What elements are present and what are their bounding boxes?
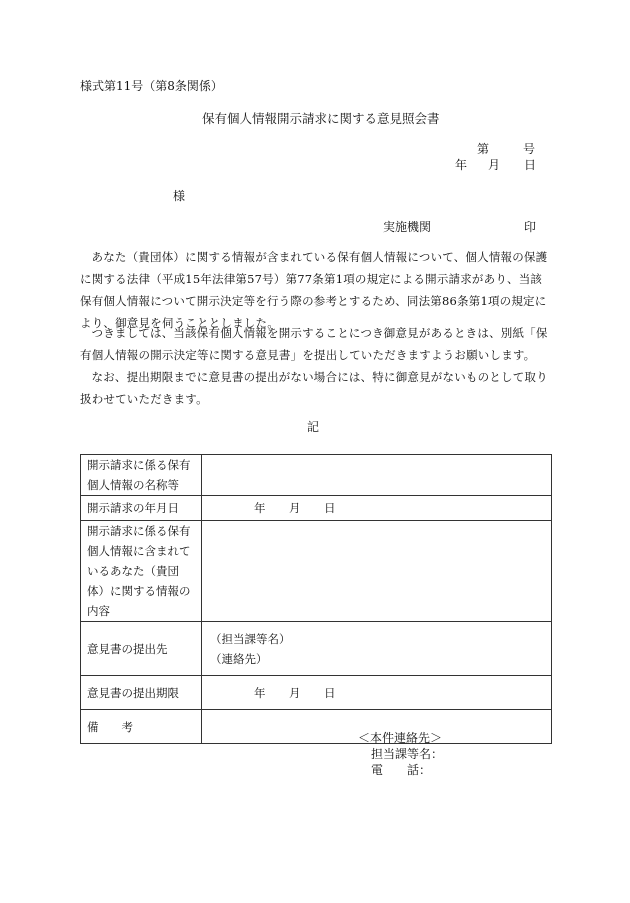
date-month: 月 — [488, 158, 501, 172]
page-title: 保有個人情報開示請求に関する意見照会書 — [202, 111, 440, 126]
issuer-label: 実施機関 — [383, 220, 432, 234]
request-date-day: 日 — [324, 501, 336, 515]
info-table — [80, 454, 552, 744]
table-row — [81, 496, 552, 521]
request-date-month: 月 — [289, 501, 301, 515]
doc-number-go: 号 — [523, 142, 536, 156]
row-label-info-content: 開示請求に係る保有個人情報に含まれているあなた（貴団体）に関する情報の内容 — [81, 521, 202, 622]
seal-mark: 印 — [524, 220, 537, 234]
row-label-remarks: 備 考 — [81, 710, 202, 744]
row-value-info-name — [202, 455, 552, 496]
form-number: 様式第11号（第8条関係） — [80, 79, 223, 93]
doc-number-dai: 第 — [477, 142, 490, 156]
row-label-deadline: 意見書の提出期限 — [81, 676, 202, 710]
body-paragraph-1: あなた（貴団体）に関する情報が含まれている保有個人情報について、個人情報の保護に関する法律（平成15年法律第57号）第77条第1項の規定による開示請求があり、当該保有個人情報について開示決定等を行う際の参考とするため、同法第86条第1項の規定により、御意見を伺うこととしました。 — [80, 250, 548, 330]
row-value-submit-to — [202, 622, 552, 676]
row-value-request-date — [202, 496, 552, 521]
ki-heading: 記 — [307, 420, 320, 434]
body-paragraph-2: つきましては、当該保有個人情報を開示することにつき御意見があるときは、別紙「保有個人情報の開示決定等に関する意見書」を提出していただきますようお願いします。 — [80, 326, 548, 362]
submit-to-dept: （担当課等名） — [210, 631, 291, 646]
contact-phone: 電 話： — [371, 763, 432, 777]
deadline-year: 年 — [254, 685, 266, 700]
table-row — [81, 622, 552, 676]
contact-heading: ＜本件連絡先＞ — [358, 731, 443, 745]
row-label-submit-to: 意見書の提出先 — [81, 622, 202, 676]
table-row — [81, 710, 552, 744]
contact-block — [358, 730, 443, 778]
request-date-year: 年 — [254, 501, 266, 515]
row-value-deadline — [202, 676, 552, 710]
date-year: 年 — [455, 158, 468, 172]
row-label-info-name: 開示請求に係る保有個人情報の名称等 — [81, 455, 202, 496]
deadline-day: 日 — [324, 685, 336, 700]
addressee-suffix: 様 — [173, 189, 186, 203]
table-row — [81, 521, 552, 622]
date-day: 日 — [524, 158, 537, 172]
table-row — [81, 676, 552, 710]
body-paragraph-3: なお、提出期限までに意見書の提出がない場合には、特に御意見がないものとして取り扱わせていただきます。 — [80, 370, 548, 406]
deadline-month: 月 — [289, 685, 301, 700]
contact-dept: 担当課等名： — [371, 747, 444, 761]
row-value-info-content — [202, 521, 552, 622]
row-label-request-date: 開示請求の年月日 — [81, 496, 202, 521]
submit-to-contact: （連絡先） — [210, 651, 268, 666]
table-row — [81, 455, 552, 496]
